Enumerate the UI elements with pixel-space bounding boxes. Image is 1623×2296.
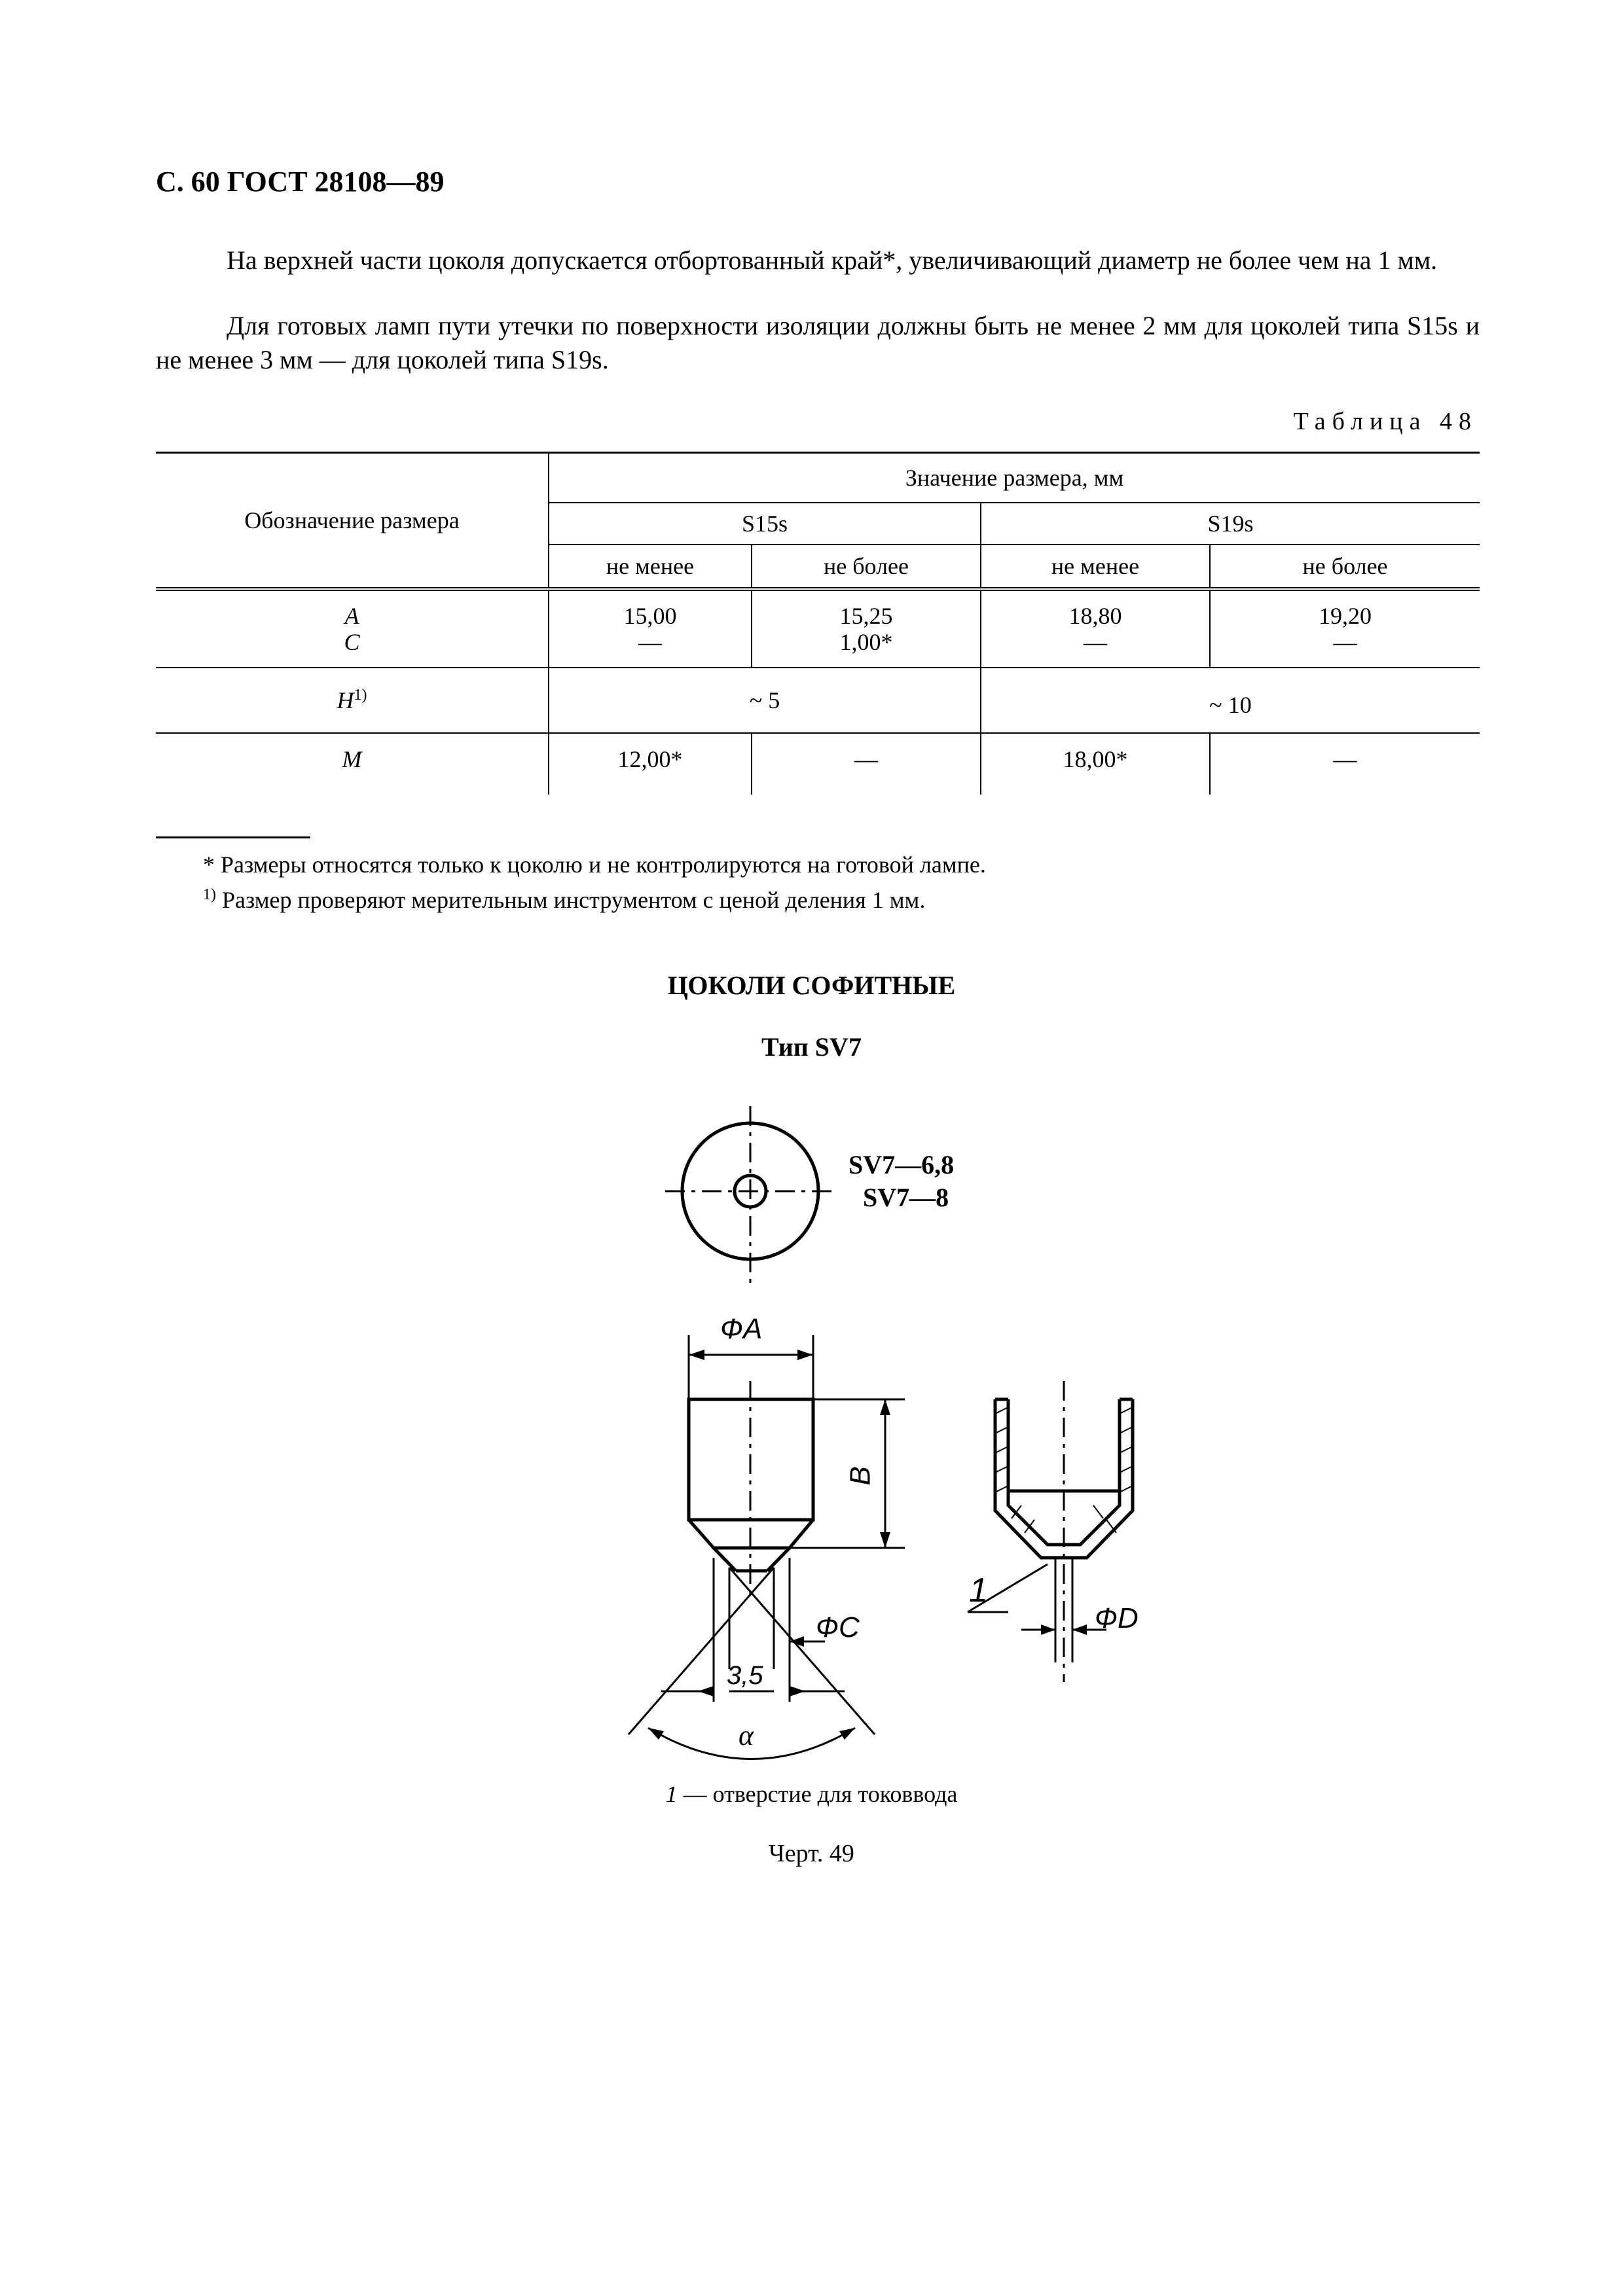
dim-phi-a: ФA	[720, 1313, 763, 1345]
cell-m-1: 12,00*	[549, 733, 752, 795]
dim-alpha: α	[739, 1719, 754, 1751]
dim-3-5: 3,5	[727, 1661, 763, 1690]
type-label-1: SV7—6,8	[848, 1150, 955, 1179]
value-c-3: —	[1084, 628, 1107, 655]
section-title: ЦОКОЛИ СОФИТНЫЕ	[667, 971, 956, 1000]
paragraph-1-text: На верхней части цоколя допускается отбортованный край*, увеличивающий диаметр не более чем на 1 мм.	[227, 245, 1438, 275]
value-a-4: 19,20	[1319, 602, 1372, 629]
header-group-s19s: S19s	[981, 503, 1480, 545]
value-a-3: 18,80	[1068, 602, 1122, 629]
paragraph-2-text: Для готовых ламп пути утечки по поверхности изоляции должны быть не менее 2 мм для цоколей типа S15s и не менее 3 мм — для цоколей типа S19s.	[156, 311, 1480, 374]
dim-phi-c: ФC	[816, 1611, 860, 1643]
header-group-s15s: S15s	[549, 503, 981, 545]
type-label-2: SV7—8	[863, 1183, 949, 1212]
value-c-2: 1,00*	[839, 628, 893, 655]
cell-m-4: —	[1210, 733, 1480, 795]
header-value: Значение размера, мм	[549, 453, 1480, 503]
header-designation: Обозначение размера	[156, 453, 549, 589]
drawing-legend	[0, 1780, 1623, 1808]
cell-m-2: —	[752, 733, 981, 795]
cell-m-3: 18,00*	[981, 733, 1210, 795]
subheader-max-2: не более	[1210, 545, 1480, 589]
section-subtitle: Тип SV7	[761, 1032, 862, 1062]
subheader-max-1: не более	[752, 545, 981, 589]
legend-text: — отверстие для токоввода	[683, 1781, 958, 1807]
value-a-2: 15,25	[839, 602, 893, 629]
subheader-min-2: не менее	[981, 545, 1210, 589]
footnote-1: * Размеры относятся только к цоколю и не контролируются на готовой лампе.	[203, 852, 986, 878]
dim-phi-d: ФD	[1095, 1602, 1139, 1634]
value-c-4: —	[1333, 628, 1357, 655]
symbol-h-sup: 1)	[354, 686, 367, 704]
page-header: С. 60 ГОСТ 28108—89	[156, 166, 445, 198]
footnote-2-text: Размер проверяют мерительным инструментом с ценой деления 1 мм.	[222, 887, 926, 913]
table-caption: Таблица 48	[1293, 408, 1478, 435]
symbol-a: A	[344, 602, 359, 629]
subheader-min-1: не менее	[549, 545, 752, 589]
dim-b: B	[844, 1466, 877, 1486]
leader-label-1: 1	[969, 1571, 988, 1609]
value-a-1: 15,00	[623, 602, 677, 629]
value-c-1: —	[638, 628, 662, 655]
footnote-2-marker: 1)	[203, 886, 216, 903]
cell-h-s19s: ~ 10	[981, 668, 1480, 733]
legend-number: 1	[665, 1781, 678, 1807]
row-symbol-m: M	[156, 733, 549, 795]
symbol-h: H	[337, 687, 354, 713]
symbol-c: C	[344, 628, 360, 655]
cell-h-s15s: ~ 5	[549, 668, 981, 733]
figure-caption: Черт. 49	[769, 1840, 854, 1867]
